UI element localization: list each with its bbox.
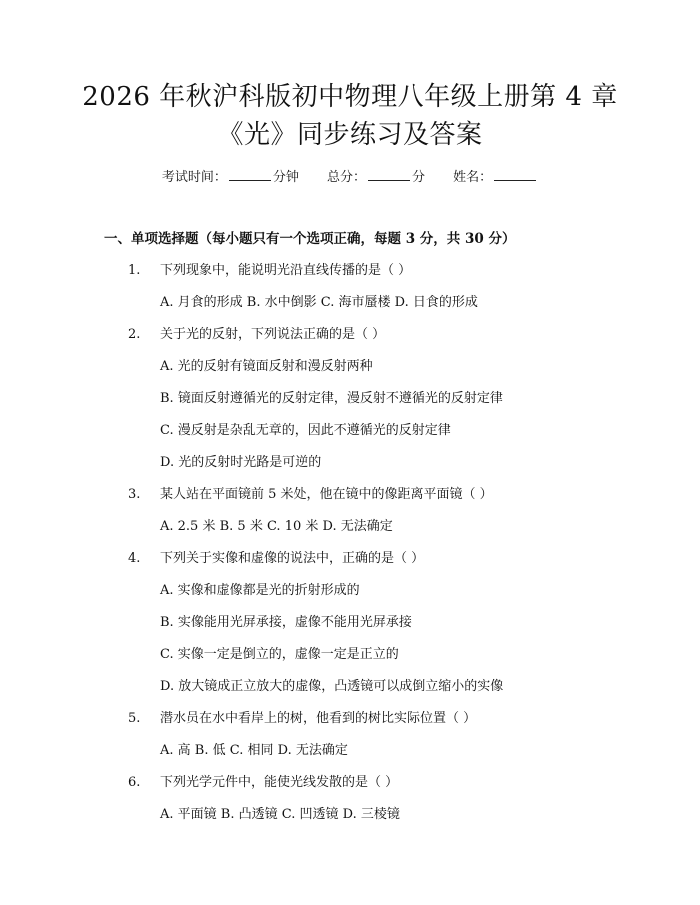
exam-score bbox=[327, 168, 425, 187]
exam-name-label: 姓名： bbox=[453, 170, 493, 185]
question-6 bbox=[128, 773, 398, 793]
document-title-line-2: 《光》同步练习及答案 bbox=[217, 120, 483, 150]
question-2-option-c: C. 漫反射是杂乱无章的，因此不遵循光的反射定律 bbox=[160, 423, 451, 438]
question-number: 6. bbox=[128, 775, 141, 790]
exam-meta bbox=[0, 168, 700, 187]
question-2-option-a: A. 光的反射有镜面反射和漫反射两种 bbox=[160, 359, 373, 374]
question-number: 3. bbox=[128, 487, 141, 502]
question-stem: 关于光的反射，下列说法正确的是（ ） bbox=[160, 327, 386, 342]
exam-name-blank bbox=[494, 168, 536, 181]
question-number: 5. bbox=[128, 711, 141, 726]
exam-time-unit: 分钟 bbox=[272, 170, 299, 185]
question-5 bbox=[128, 709, 476, 729]
exam-score-label: 总分： bbox=[326, 170, 366, 185]
question-number: 1. bbox=[128, 263, 141, 278]
question-3-options: A. 2.5 米 B. 5 米 C. 10 米 D. 无法确定 bbox=[160, 519, 393, 534]
exam-score-unit: 分 bbox=[412, 170, 426, 185]
section-heading: 一、单项选择题（每小题只有一个选项正确，每题 3 分，共 30 分） bbox=[104, 231, 516, 247]
question-2-option-d: D. 光的反射时光路是可逆的 bbox=[160, 455, 322, 470]
question-2 bbox=[128, 325, 385, 345]
question-4 bbox=[128, 549, 424, 569]
question-6-options: A. 平面镜 B. 凸透镜 C. 凹透镜 D. 三棱镜 bbox=[160, 807, 400, 822]
question-stem: 下列关于实像和虚像的说法中，正确的是（ ） bbox=[160, 551, 425, 566]
exam-name bbox=[453, 168, 538, 187]
question-3 bbox=[128, 485, 493, 505]
question-number: 4. bbox=[128, 551, 141, 566]
question-2-option-b: B. 镜面反射遵循光的反射定律，漫反射不遵循光的反射定律 bbox=[160, 391, 503, 406]
question-stem: 下列光学元件中，能使光线发散的是（ ） bbox=[160, 775, 399, 790]
question-stem: 下列现象中，能说明光沿直线传播的是（ ） bbox=[160, 263, 412, 278]
question-number: 2. bbox=[128, 327, 141, 342]
exam-score-blank bbox=[368, 168, 410, 181]
exam-time-blank bbox=[229, 168, 271, 181]
question-4-option-c: C. 实像一定是倒立的，虚像一定是正立的 bbox=[160, 647, 399, 662]
question-4-option-a: A. 实像和虚像都是光的折射形成的 bbox=[160, 583, 360, 598]
question-stem: 潜水员在水中看岸上的树，他看到的树比实际位置（ ） bbox=[160, 711, 477, 726]
exam-time-label: 考试时间： bbox=[161, 170, 227, 185]
question-1-options: A. 月食的形成 B. 水中倒影 C. 海市蜃楼 D. 日食的形成 bbox=[160, 295, 478, 310]
question-4-option-b: B. 实像能用光屏承接，虚像不能用光屏承接 bbox=[160, 615, 412, 630]
exam-time bbox=[162, 168, 299, 187]
question-1 bbox=[128, 261, 411, 281]
question-stem: 某人站在平面镜前 5 米处，他在镜中的像距离平面镜（ ） bbox=[160, 487, 493, 502]
question-4-option-d: D. 放大镜成正立放大的虚像，凸透镜可以成倒立缩小的实像 bbox=[160, 679, 504, 694]
question-5-options: A. 高 B. 低 C. 相同 D. 无法确定 bbox=[160, 743, 348, 758]
document-title-line-1: 2026 年秋沪科版初中物理八年级上册第 4 章 bbox=[82, 82, 618, 112]
